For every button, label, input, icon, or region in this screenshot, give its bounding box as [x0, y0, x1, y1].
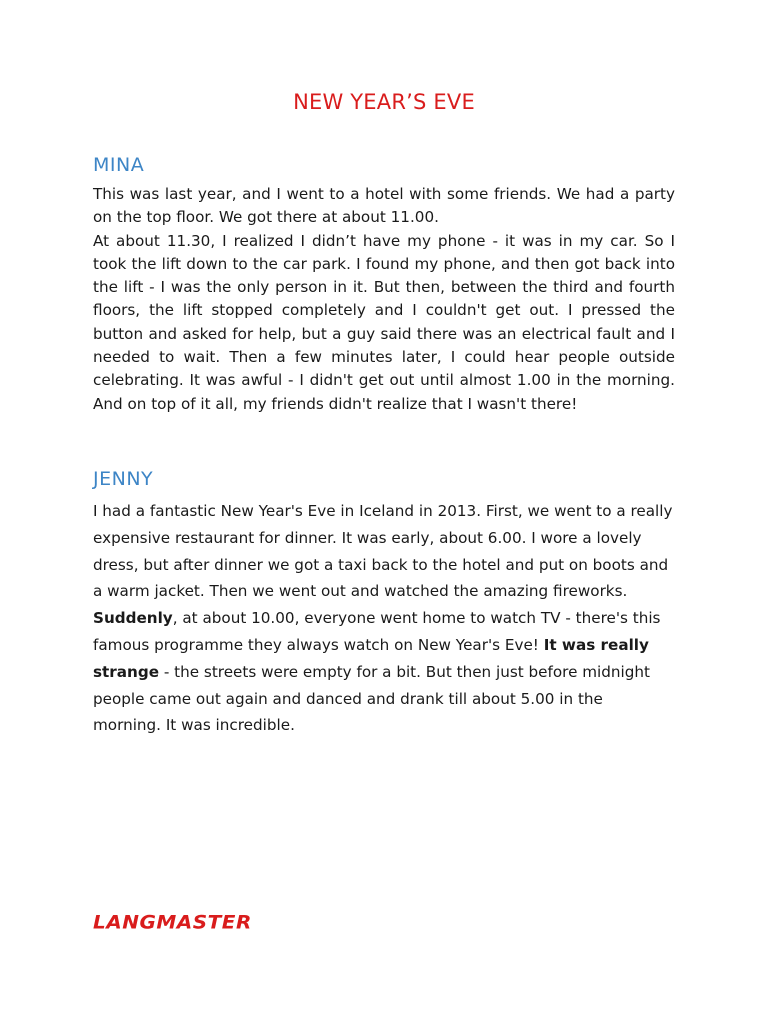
- jenny-text-3: - the streets were empty for a bit. But then just before midnight people came out again and danced and drank till about 5.00 in the morning. It was incredible.: [93, 662, 650, 735]
- jenny-paragraph: [93, 498, 675, 739]
- mina-paragraph-2: At about 11.30, I realized I didn’t have my phone - it was in my car. So I took the lift down to the car park. I found my phone, and then got back into the lift - I was the only person in it. But then, between the third and fourth floors, the lift stopped completely and I couldn't get out. I pressed the button and asked for help, but a guy said there was an electrical fault and I needed to wait. Then a few minutes later, I could hear people outside celebrating. It was awful - I didn't get out until almost 1.00 in the morning. And on top of it all, my friends didn't realize that I wasn't there!: [93, 231, 675, 413]
- jenny-bold-suddenly: Suddenly: [93, 609, 173, 628]
- mina-paragraph-1: This was last year, and I went to a hotel with some friends. We had a party on the top floor. We got there at about 11.00.: [93, 185, 675, 227]
- langmaster-logo: LANGMASTER: [93, 911, 252, 934]
- jenny-bold-strange: It was really strange: [93, 635, 649, 681]
- jenny-text-2: , at about 10.00, everyone went home to watch TV - there's this famous programme they always watch on New Year's Eve!: [93, 609, 661, 654]
- jenny-text-1: I had a fantastic New Year's Eve in Iceland in 2013. First, we went to a really expensive restaurant for dinner. It was early, about 6.00. I wore a lovely dress, but after dinner we got a taxi back to the hotel and put on boots and a warm jacket. Then we went out and watched the amazing fireworks.: [93, 502, 673, 601]
- page-title: NEW YEAR’S EVE: [293, 90, 475, 114]
- section-heading-jenny: JENNY: [93, 468, 154, 490]
- mina-story: [93, 183, 675, 416]
- section-heading-mina: MINA: [93, 154, 145, 176]
- jenny-story: [93, 498, 675, 739]
